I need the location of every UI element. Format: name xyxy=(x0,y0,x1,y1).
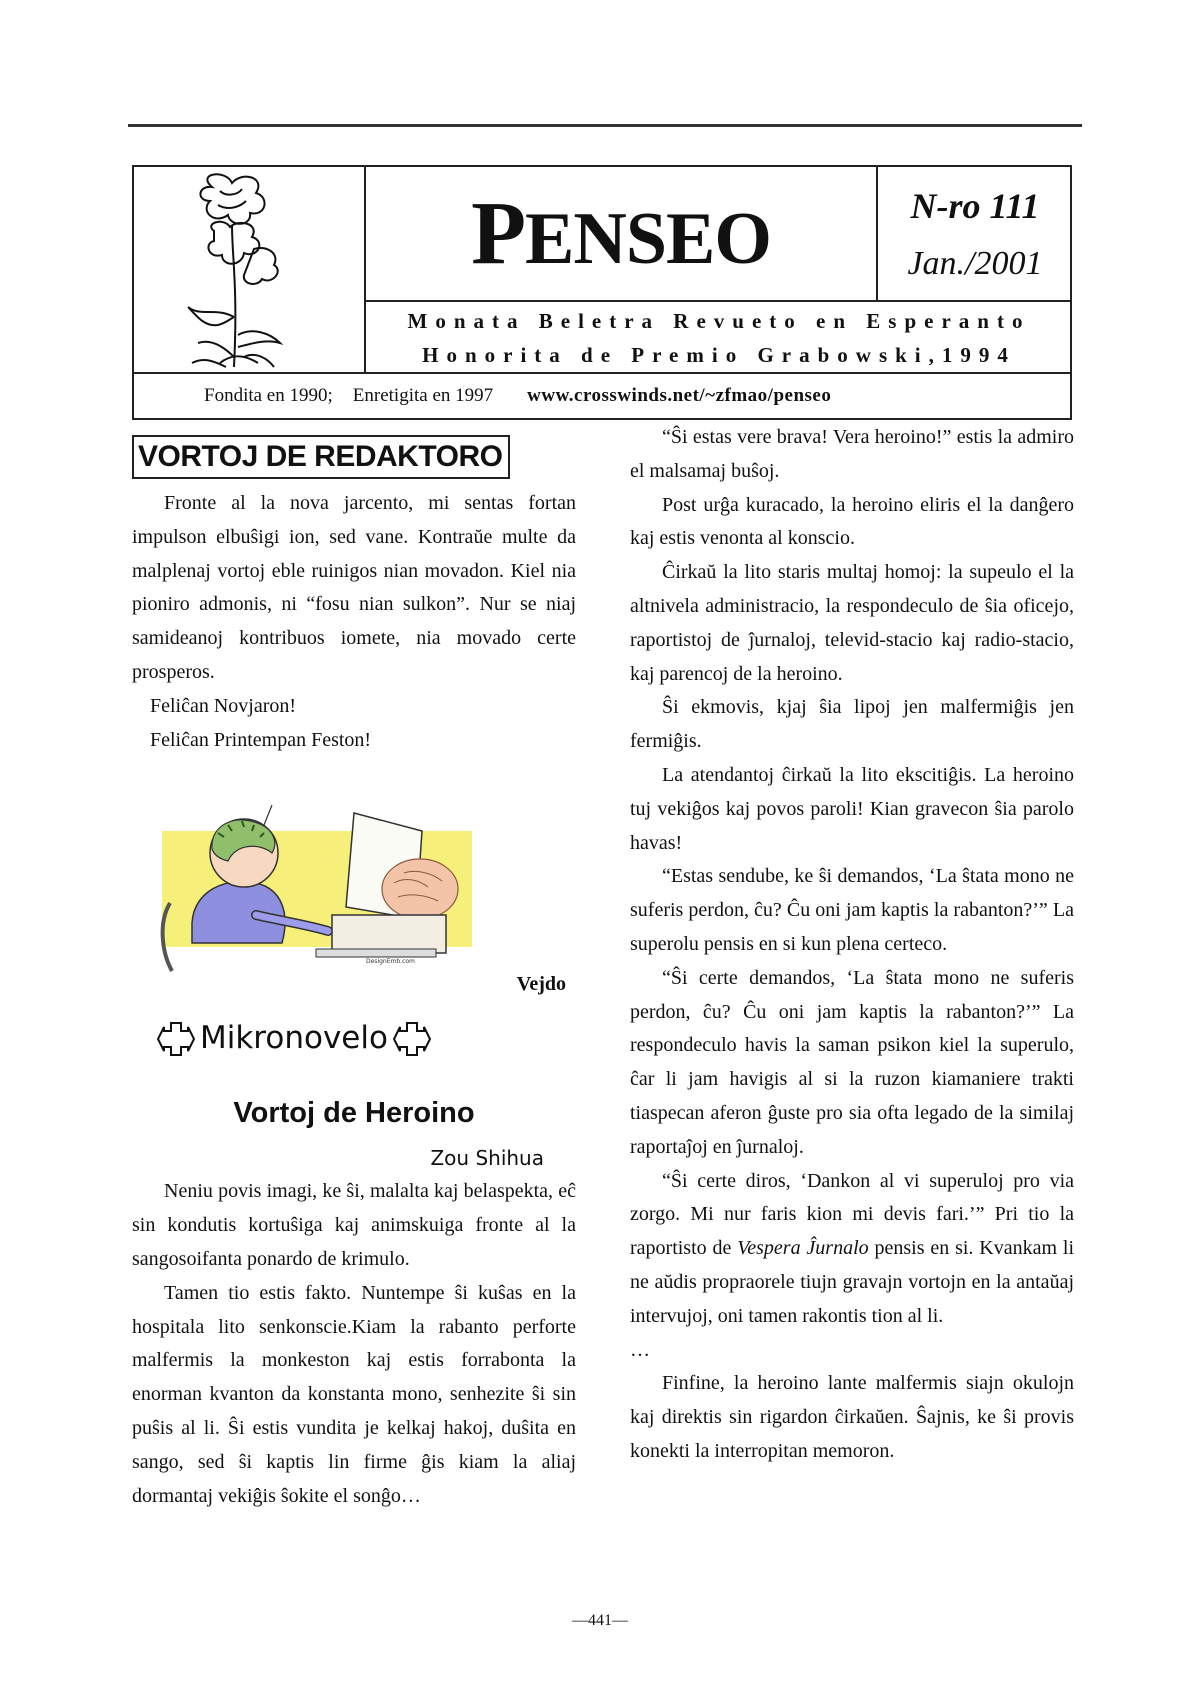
story-paragraph: Ŝi ekmovis, kjaj ŝia lipoj jen malfermiĝis jen fermiĝis. xyxy=(630,696,1074,753)
greeting-new-year: Feliĉan Novjaron! xyxy=(150,694,297,717)
masthead-footer xyxy=(134,372,1070,418)
founded-text: Fondita en 1990; xyxy=(204,385,333,406)
story-title: Vortoj de Heroino xyxy=(233,1097,475,1130)
left-column xyxy=(132,425,576,1513)
story-paragraph: Tamen tio estis fakto. Nuntempe ŝi kuŝas en la hospitala lito senkonscie.Kiam la rabanto perforte malfermis la monkeston kaj estis forrabonta la enorman kvanton da konstanta mono, senhezite ŝi sin puŝis al li. Ŝi estis vundita je kelkaj hakoj, duŝita en sango, sed ŝi kaptis lin firme ĝis kiam la aliaj dormantaj vekiĝis ŝokite el sonĝo… xyxy=(132,1281,576,1507)
section-heading xyxy=(152,1013,576,1065)
editorial-paragraph: Fronte al la nova jarcento, mi sentas fortan impulson elbuŝigi ion, sed vane. Kontraŭe multe da malplenaj vortoj eble ruinigos nian movadon. Kiel nia pioniro admonis, ni “fosu nian sulkon”. Nur se niaj samideanoj kontribuos iomete, nia movado certe prosperos. xyxy=(132,492,576,683)
issue-number: N-ro 111 xyxy=(910,186,1040,226)
website-url[interactable]: www.crosswinds.net/~zfmao/penseo xyxy=(527,385,832,406)
story-paragraph: La atendantoj ĉirkaŭ la lito ekscitiĝis. La heroino tuj vekiĝos kaj povos paroli! Kian gravecon ŝia parolo havas! xyxy=(630,763,1074,854)
issue-date: Jan./2001 xyxy=(907,245,1043,282)
flower-icon xyxy=(134,167,366,372)
flower-logo xyxy=(134,167,366,372)
subtitle-line-2: Honorita de Premio Grabowski,1994 xyxy=(422,343,1016,367)
story-paragraph: Neniu povis imagi, ke ŝi, malalta kaj belaspekta, eĉ sin kondutis kortuŝiga kaj animskuiga fronte al la sangosoifanta ponardo de krimulo. xyxy=(132,1180,576,1270)
story-paragraph: “Ŝi certe diros, ‘Dankon al vi superuloj pro via zorgo. Mi nur faris kion mi devis fari.’” Pri tio la raportisto de Vespera Ĵurnalo pensis en si. Kvankam li ne aŭdis propraorele tiujn gravajn vortojn en la antaŭaj intervujoj, oni tamen rakontis tion al li. xyxy=(630,1169,1074,1327)
editorial-illustration xyxy=(132,803,576,975)
masthead xyxy=(132,165,1072,420)
right-column xyxy=(630,421,1074,1469)
story-paragraph: Post urĝa kuracado, la heroino eliris el la danĝero kaj estis venonta al konscio. xyxy=(630,493,1074,550)
story-author: Zou Shihua xyxy=(430,1146,544,1171)
story-paragraph: “Estas sendube, ke ŝi demandos, ‘La ŝtata mono ne suferis perdon, ĉu? Ĉu oni jam kaptis la rabanton?’” La superolu pensis en si kun plena certeco. xyxy=(630,865,1074,955)
online-text: Enretigita en 1997 xyxy=(352,385,494,406)
masthead-subtitle xyxy=(366,302,1072,372)
editorial-heading: VORTOJ DE REDAKTORO xyxy=(132,435,510,479)
newspaper-name: Vespera Ĵurnalo xyxy=(737,1237,869,1260)
svg-text:DesignEmb.com: DesignEmb.com xyxy=(366,958,415,966)
issue-box xyxy=(878,167,1072,302)
illustration-credit: Vejdo xyxy=(516,973,566,996)
story-paragraph: “Ŝi estas vere brava! Vera heroino!” estis la admiro el malsamaj buŝoj. xyxy=(630,426,1074,482)
cross-ornament-icon xyxy=(392,1019,432,1059)
magazine-title: PENSEO xyxy=(366,167,878,302)
cross-ornament-icon xyxy=(156,1019,196,1059)
top-rule xyxy=(128,124,1082,127)
person-at-computer-icon xyxy=(132,803,576,975)
page-number: —441— xyxy=(572,1612,628,1629)
story-paragraph: “Ŝi certe demandos, ‘La ŝtata mono ne suferis perdon, ĉu? Ĉu oni jam kaptis la rabanton?’” La respondeculo havis la saman psikon kiel la superulo, ĉar li jam havigis al si la ruzon kiamaniere trakti tiaspecan aferon ĝuste pro sia ofta legado de la similaj raportaĵoj en ĵurnaloj. xyxy=(630,966,1074,1158)
story-paragraph: Finfine, la heroino lante malfermis siajn okulojn kaj direktis sin rigardon ĉirkaŭen. Ŝajnis, ke ŝi provis konekti la interropitan memoron. xyxy=(630,1372,1074,1462)
story-paragraph: Ĉirkaŭ la lito staris multaj homoj: la supeulo el la altnivela administracio, la respondeculo de ŝia oficejo, raportistoj de ĵurnaloj, televid-stacio kaj radio-stacio, kaj parencoj de la heroino. xyxy=(630,561,1074,685)
greeting-spring: Feliĉan Printempan Feston! xyxy=(150,728,372,751)
subtitle-line-1: Monata Beletra Revueto en Esperanto xyxy=(407,309,1031,333)
ellipsis: … xyxy=(630,1338,650,1361)
section-label: Mikronovelo xyxy=(200,1020,388,1057)
